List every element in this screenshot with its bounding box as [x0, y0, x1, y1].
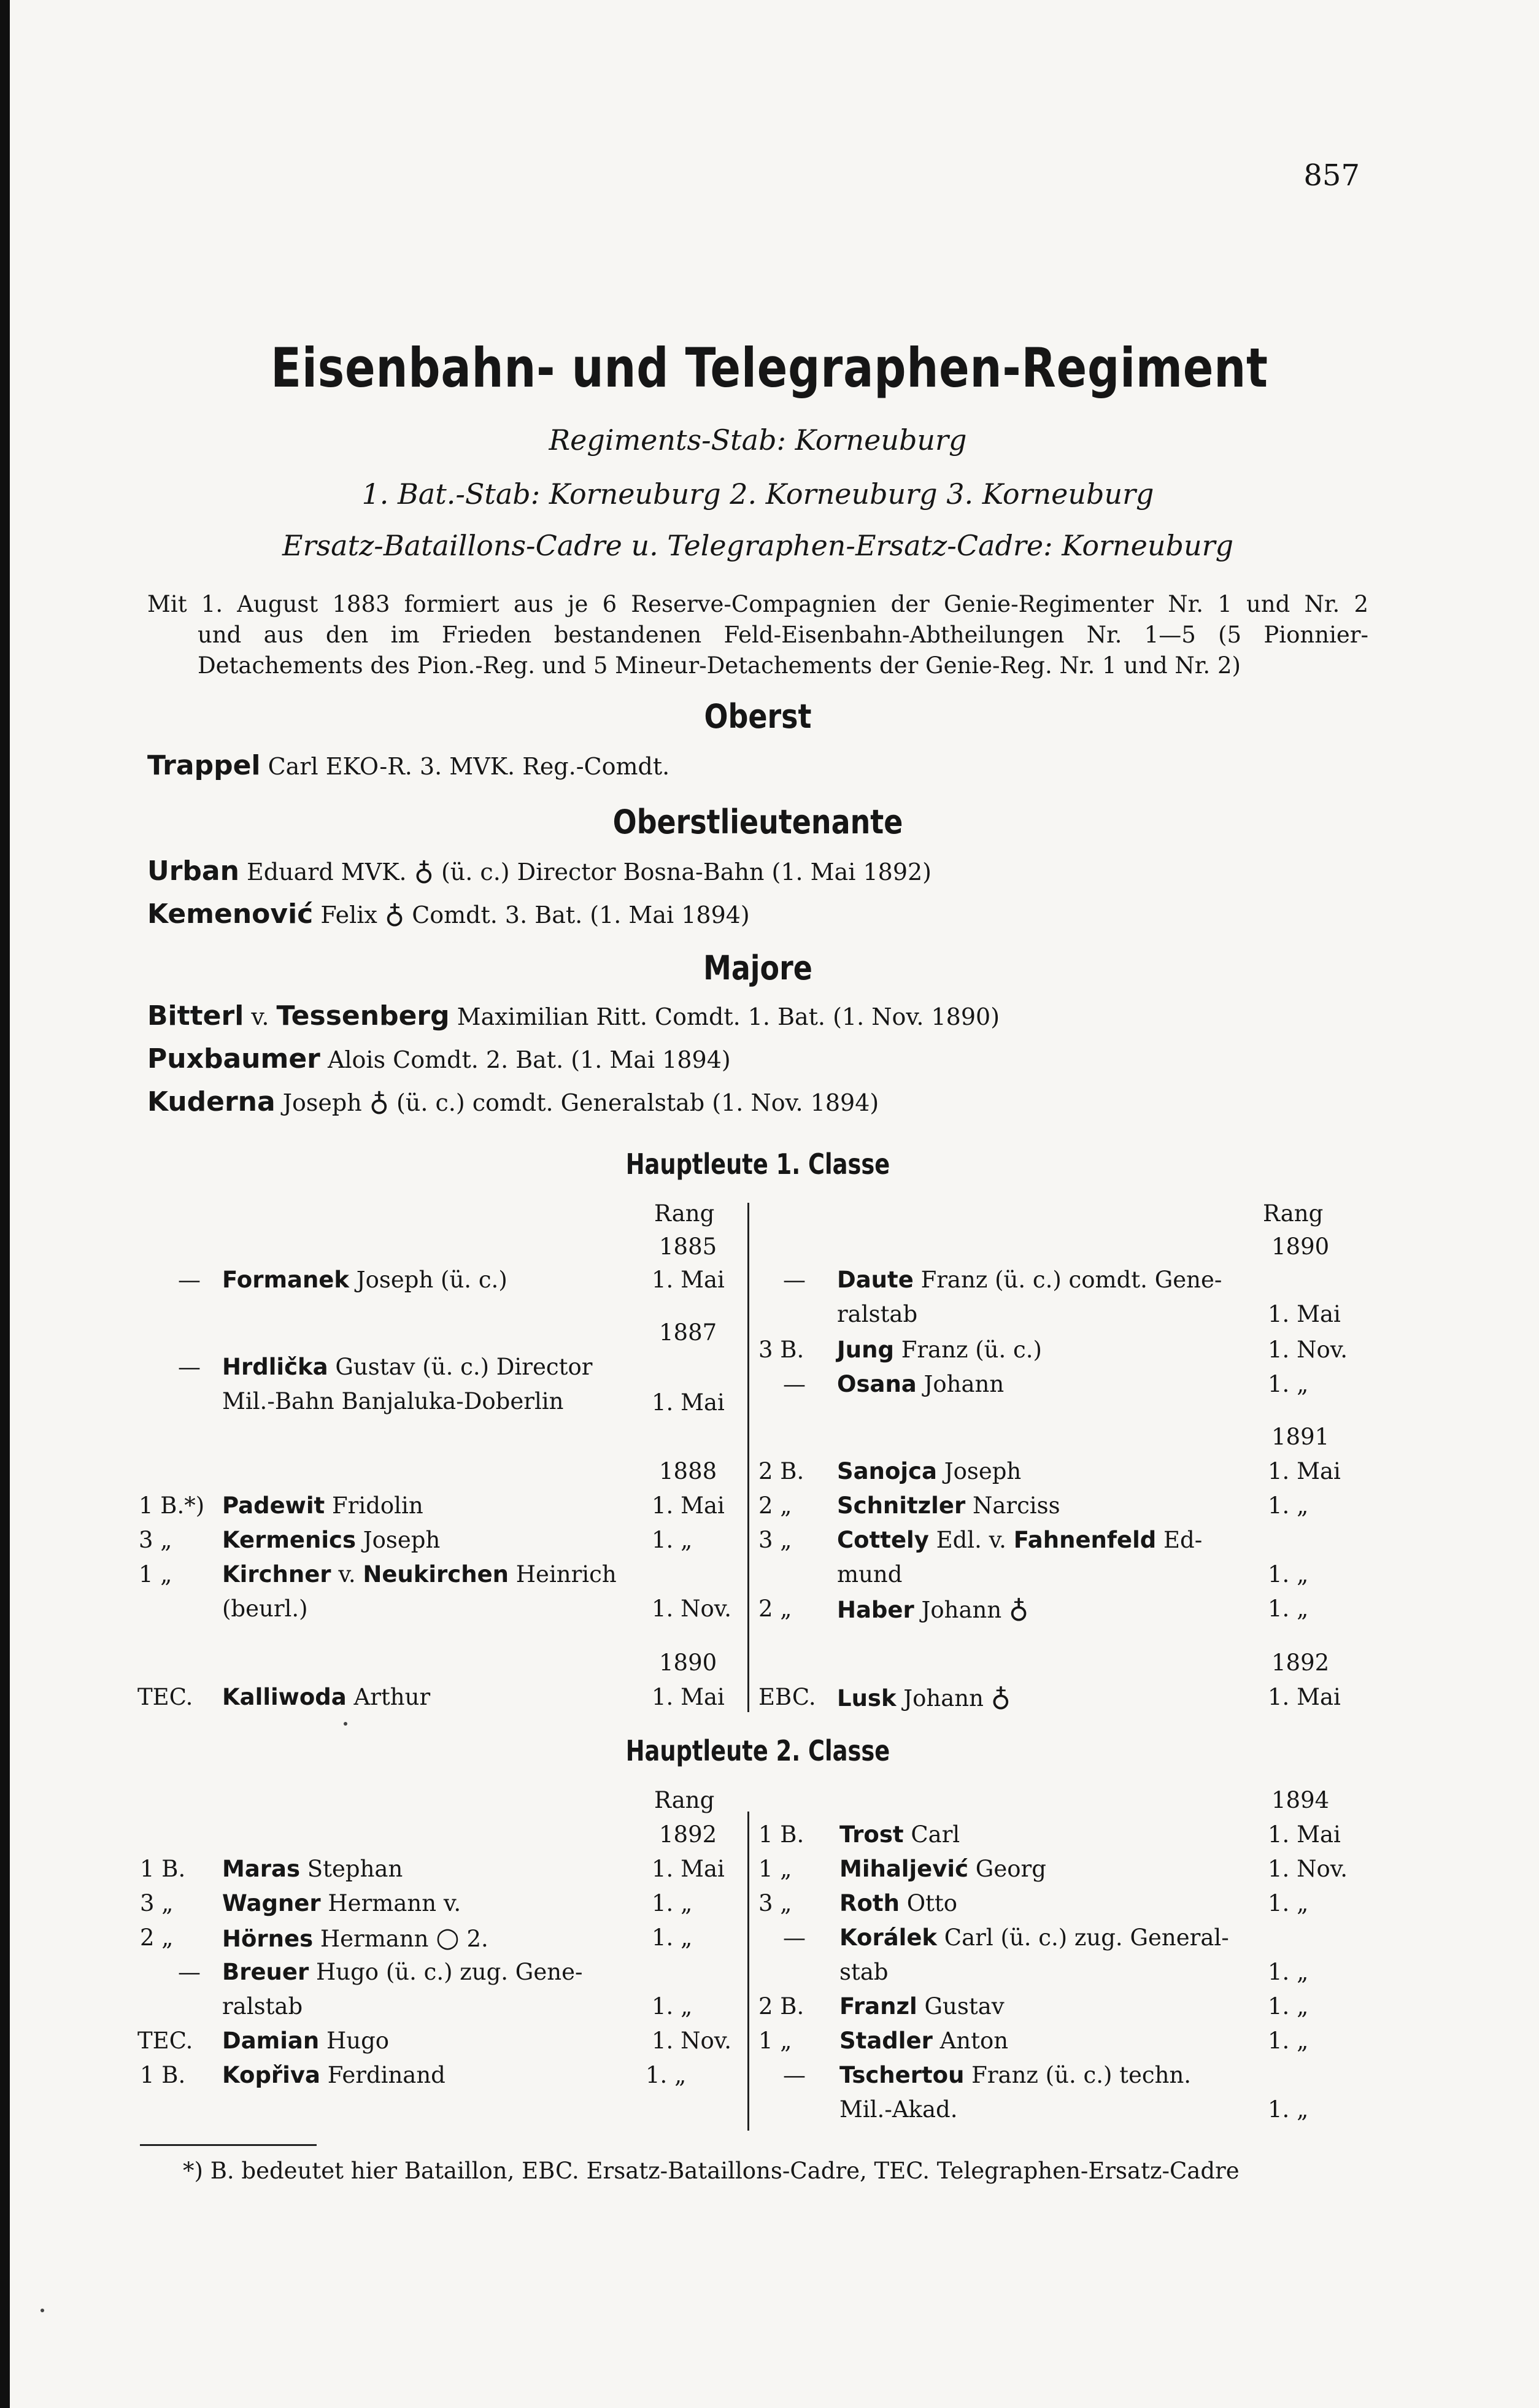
rang-year: 1892	[659, 1821, 717, 1848]
rang-year: 1885	[659, 1233, 717, 1260]
rang-year: 1888	[659, 1458, 717, 1484]
page-title: Eisenbahn- und Telegraphen-Regiment	[271, 336, 1268, 399]
rang-date: 1. Mai	[652, 1389, 725, 1416]
intro-paragraph	[147, 589, 1368, 681]
list-item-continued: stab	[839, 1959, 889, 1985]
unit-label: 2 „	[758, 1492, 792, 1519]
list-item-continued: mund	[837, 1561, 903, 1588]
rang-date: 1. Mai	[1268, 1458, 1341, 1484]
section-majore: Majore	[703, 949, 812, 987]
rang-date: 1. Nov.	[652, 2028, 731, 2054]
list-item	[222, 2029, 389, 2053]
officer-name: Formanek	[222, 1267, 350, 1293]
intro-line-2: und aus den im Frieden bestandenen Feld-Eisenbahn-Abtheilungen Nr. 1—5 (5 Pionnier-	[198, 622, 1368, 648]
officer-name: Hrdlička	[222, 1354, 328, 1380]
intro-line-3: Detachements des Pion.-Reg. und 5 Mineur-Detachements der Genie-Reg. Nr. 1 und Nr. 2)	[198, 652, 1241, 679]
officer-details: Franz (ü. c.) comdt. Gene-	[913, 1267, 1222, 1293]
officer-name: Kemenović	[147, 898, 314, 930]
rang-date: 1. „	[1268, 1371, 1309, 1397]
rang-year: 1891	[1271, 1424, 1330, 1450]
officer-name: Hörnes	[222, 1926, 314, 1952]
officer-details: Franz (ü. c.) techn.	[964, 2062, 1192, 2088]
officer-details: Carl	[903, 1821, 960, 1848]
officer-details: Gustav	[917, 1993, 1005, 2020]
list-item	[839, 1926, 1229, 1950]
list-item	[222, 1355, 592, 1380]
officer-name: Trost	[839, 1821, 904, 1848]
decoration-symbol: ♁	[384, 898, 405, 930]
officer-name: Mihaljević	[839, 1856, 969, 1882]
rang-date: 1. „	[652, 1890, 693, 1916]
unit-label: 2 „	[140, 1924, 174, 1951]
officer-name: Haber	[837, 1597, 914, 1623]
rang-date: 1. Mai	[652, 1684, 725, 1710]
section-hauptleute-2: Hauptleute 2. Classe	[625, 1734, 890, 1767]
section-oberst: Oberst	[704, 697, 812, 736]
unit-label: 3 „	[758, 1527, 792, 1553]
list-item	[839, 1823, 960, 1847]
list-item	[837, 1528, 1202, 1553]
unit-label: 3 „	[139, 1527, 172, 1553]
rang-year: 1890	[1271, 1233, 1330, 1260]
unit-label: 3 „	[758, 1890, 792, 1916]
print-speck	[344, 1722, 347, 1726]
officer-row	[147, 1043, 731, 1075]
list-item	[222, 1268, 507, 1292]
rang-year: 1887	[659, 1319, 717, 1346]
officer-details: Anton	[932, 2028, 1009, 2054]
unit-label: 3 „	[140, 1890, 174, 1916]
list-item	[837, 1681, 1011, 1713]
officer-name: Puxbaumer	[147, 1043, 320, 1075]
officer-details: Felix	[313, 901, 385, 928]
officer-name: Lusk	[837, 1685, 897, 1711]
officer-details: Johann	[914, 1597, 1009, 1623]
unit-label: —	[178, 1354, 201, 1380]
officer-name: Stadler	[839, 2028, 933, 2054]
officer-name: Sanojca	[837, 1458, 937, 1484]
officer-name: Kermenics	[222, 1527, 356, 1553]
rang-date: 1. „	[652, 1527, 693, 1553]
list-item	[837, 1459, 1021, 1484]
unit-label: —	[783, 1924, 806, 1951]
intro-line-1: Mit 1. August 1883 formiert aus je 6 Reserve-Compagnien der Genie-Regimenter Nr. 1 und Nr. 2	[147, 591, 1368, 617]
decoration-symbol: ♁	[414, 855, 434, 887]
rang-year: 1890	[659, 1650, 717, 1676]
officer-row	[147, 750, 669, 781]
decoration-symbol: ♁	[1008, 1593, 1029, 1624]
officer-details: Hermann	[313, 1926, 436, 1952]
officer-details: Hugo (ü. c.) zug. Gene-	[309, 1959, 583, 1985]
page-number: 857	[1303, 158, 1360, 193]
unit-label: —	[178, 1267, 201, 1293]
list-item-continued: ralstab	[222, 1993, 303, 2020]
officer-name: Breuer	[222, 1959, 309, 1985]
officer-details: Joseph (ü. c.)	[349, 1267, 507, 1293]
list-item	[222, 1891, 461, 1916]
rang-date: 1. Nov.	[1268, 1856, 1348, 1882]
officer-details: (ü. c.) comdt. Generalstab (1. Nov. 1894)	[388, 1089, 879, 1116]
officer-row	[147, 1086, 879, 1117]
officer-name: Korálek	[839, 1924, 938, 1951]
officer-name: Cottely	[837, 1527, 929, 1553]
rang-date: 1. Mai	[1268, 1301, 1341, 1327]
rang-date: 1. „	[1268, 1959, 1309, 1985]
rang-year: 1892	[1271, 1650, 1330, 1676]
decoration-symbol: ♁	[990, 1681, 1011, 1713]
officer-details: Comdt. 3. Bat. (1. Mai 1894)	[404, 901, 750, 928]
officer-name: Schnitzler	[837, 1492, 966, 1519]
list-item	[222, 1960, 583, 1985]
section-oberstlieutenante: Oberstlieutenante	[612, 803, 903, 841]
officer-details: Alois Comdt. 2. Bat. (1. Mai 1894)	[320, 1046, 731, 1073]
rang-date: 1. „	[1268, 1596, 1309, 1622]
unit-label: 1 B.	[140, 1856, 186, 1882]
list-item	[222, 2063, 446, 2088]
rang-date: 1. „	[1268, 1492, 1309, 1519]
rang-date: 1. Mai	[652, 1492, 725, 1519]
officer-name: Kirchner	[222, 1561, 331, 1588]
officer-details: Joseph	[936, 1458, 1022, 1484]
list-item	[839, 1857, 1046, 1881]
officer-name: Damian	[222, 2028, 320, 2054]
rang-date: 1. „	[646, 2062, 687, 2088]
unit-label: 1 B.	[758, 1821, 804, 1848]
unit-label: 2 „	[758, 1596, 792, 1622]
officer-name: Franzl	[839, 1993, 917, 2020]
rang-date: 1. Mai	[1268, 1684, 1341, 1710]
officer-name: Tschertou	[839, 2062, 965, 2088]
column-divider	[747, 1812, 749, 2131]
section-hauptleute-1: Hauptleute 1. Classe	[625, 1148, 890, 1181]
officer-details: Johann	[896, 1685, 991, 1711]
unit-label: 1 „	[139, 1561, 172, 1588]
list-item	[839, 1891, 957, 1916]
unit-label: —	[783, 2062, 806, 2088]
officer-name: Fahnenfeld	[1013, 1527, 1157, 1553]
officer-details: Hermann v.	[320, 1890, 461, 1916]
rang-date: 1. Mai	[1268, 1821, 1341, 1848]
list-item	[837, 1593, 1029, 1624]
rang-date: 1. „	[1268, 2096, 1309, 2123]
officer-details: Ferdinand	[320, 2062, 446, 2088]
officer-name: Daute	[837, 1267, 914, 1293]
officer-details: Narciss	[965, 1492, 1060, 1519]
column-divider	[747, 1203, 749, 1712]
officer-name: Maras	[222, 1856, 301, 1882]
officer-name: Wagner	[222, 1890, 321, 1916]
print-speck	[40, 2309, 44, 2312]
list-item	[222, 1562, 617, 1587]
rang-date: 1. „	[652, 1924, 693, 1951]
footnote-divider	[140, 2144, 317, 2146]
officer-details: Carl EKO-R. 3. MVK. Reg.-Comdt.	[260, 753, 670, 780]
list-item	[839, 2063, 1191, 2088]
rang-date: 1. Mai	[652, 1267, 725, 1293]
unit-label: 3 B.	[758, 1337, 804, 1363]
unit-label: 1 „	[758, 1856, 792, 1882]
officer-details: Ed-	[1156, 1527, 1203, 1553]
officer-name: Padewit	[222, 1492, 325, 1519]
officer-details: Gustav (ü. c.) Director	[328, 1354, 593, 1380]
list-item	[222, 1494, 423, 1518]
officer-details: Stephan	[300, 1856, 403, 1882]
list-item	[839, 2029, 1008, 2053]
officer-details: Carl (ü. c.) zug. General-	[937, 1924, 1229, 1951]
officer-details: 2.	[459, 1926, 488, 1952]
officer-name: Urban	[147, 855, 239, 887]
officer-details: Maximilian Ritt. Comdt. 1. Bat. (1. Nov. 1890)	[449, 1003, 1000, 1030]
list-item	[837, 1268, 1222, 1292]
list-item-continued: Mil.-Akad.	[839, 2096, 958, 2123]
rang-header: Rang	[654, 1200, 715, 1227]
rang-year: 1894	[1271, 1787, 1330, 1813]
officer-details: Joseph	[275, 1089, 369, 1116]
rang-date: 1. „	[1268, 1890, 1309, 1916]
rang-date: 1. „	[1268, 1993, 1309, 2020]
officer-details: Otto	[899, 1890, 958, 1916]
unit-label: —	[783, 1267, 806, 1293]
officer-row	[147, 898, 750, 930]
battalions-line: 1. Bat.-Stab: Korneuburg 2. Korneuburg 3. Korneuburg	[361, 477, 1154, 511]
list-item	[222, 1528, 440, 1553]
officer-name: Tessenberg	[276, 1000, 450, 1032]
officer-name: Kopřiva	[222, 2062, 320, 2088]
ersatz-line: Ersatz-Bataillons-Cadre u. Telegraphen-Ersatz-Cadre: Korneuburg	[282, 529, 1234, 562]
unit-label: 2 B.	[758, 1458, 804, 1484]
officer-name: Roth	[839, 1890, 900, 1916]
book-spine-edge	[0, 0, 10, 2408]
officer-details: Arthur	[346, 1684, 431, 1710]
list-item	[222, 1922, 488, 1953]
officer-details: Georg	[968, 1856, 1046, 1882]
decoration-symbol: ♁	[369, 1086, 389, 1117]
officer-details: Johann	[916, 1371, 1005, 1397]
officer-name: Osana	[837, 1371, 917, 1397]
regiments-stab-line: Regiments-Stab: Korneuburg	[549, 423, 967, 457]
list-item-continued: ralstab	[837, 1301, 918, 1327]
officer-name: Kalliwoda	[222, 1684, 347, 1710]
officer-details: Eduard MVK.	[239, 859, 414, 886]
rang-date: 1. „	[1268, 1561, 1309, 1588]
unit-label: 1 B.	[140, 2062, 186, 2088]
unit-label: —	[783, 1371, 806, 1397]
unit-label: TEC.	[137, 2028, 193, 2054]
rang-header: Rang	[1263, 1200, 1324, 1227]
rang-date: 1. „	[1268, 2028, 1309, 2054]
rang-header: Rang	[654, 1787, 715, 1813]
officer-details: Hugo	[319, 2028, 390, 2054]
officer-details: (ü. c.) Director Bosna-Bahn (1. Mai 1892)	[433, 859, 932, 886]
officer-details: Edl. v.	[928, 1527, 1014, 1553]
unit-label: 2 B.	[758, 1993, 804, 2020]
decoration-symbol: ○	[436, 1922, 460, 1953]
list-item	[837, 1372, 1004, 1397]
unit-label: EBC.	[758, 1684, 816, 1710]
list-item	[222, 1857, 403, 1881]
unit-label: 1 „	[758, 2028, 792, 2054]
list-item	[839, 1994, 1005, 2019]
unit-label: 1 B.*)	[139, 1492, 205, 1519]
unit-label: —	[178, 1959, 201, 1985]
officer-details: Heinrich	[509, 1561, 617, 1588]
officer-details: v.	[331, 1561, 363, 1588]
list-item-continued: Mil.-Bahn Banjaluka-Doberlin	[222, 1388, 564, 1414]
officer-details: Fridolin	[325, 1492, 423, 1519]
officer-details: Joseph	[356, 1527, 441, 1553]
officer-name: Kuderna	[147, 1086, 276, 1117]
rang-date: 1. Mai	[652, 1856, 725, 1882]
officer-details: v.	[244, 1003, 277, 1030]
officer-details: Franz (ü. c.)	[893, 1337, 1042, 1363]
list-item	[837, 1494, 1060, 1518]
rang-date: 1. „	[652, 1993, 693, 2020]
officer-name: Bitterl	[147, 1000, 244, 1032]
officer-row	[147, 855, 932, 887]
unit-label: TEC.	[137, 1684, 193, 1710]
officer-row	[147, 1000, 1000, 1032]
officer-name: Trappel	[147, 750, 261, 781]
list-item	[222, 1685, 430, 1710]
officer-name: Jung	[837, 1337, 894, 1363]
list-item-continued: (beurl.)	[222, 1596, 308, 1622]
rang-date: 1. Nov.	[652, 1596, 731, 1622]
rang-date: 1. Nov.	[1268, 1337, 1348, 1363]
officer-name: Neukirchen	[363, 1561, 509, 1588]
footnote: *) B. bedeutet hier Bataillon, EBC. Ersatz-Bataillons-Cadre, TEC. Telegraphen-Ersatz-Cadre	[183, 2158, 1240, 2184]
list-item	[837, 1338, 1042, 1362]
